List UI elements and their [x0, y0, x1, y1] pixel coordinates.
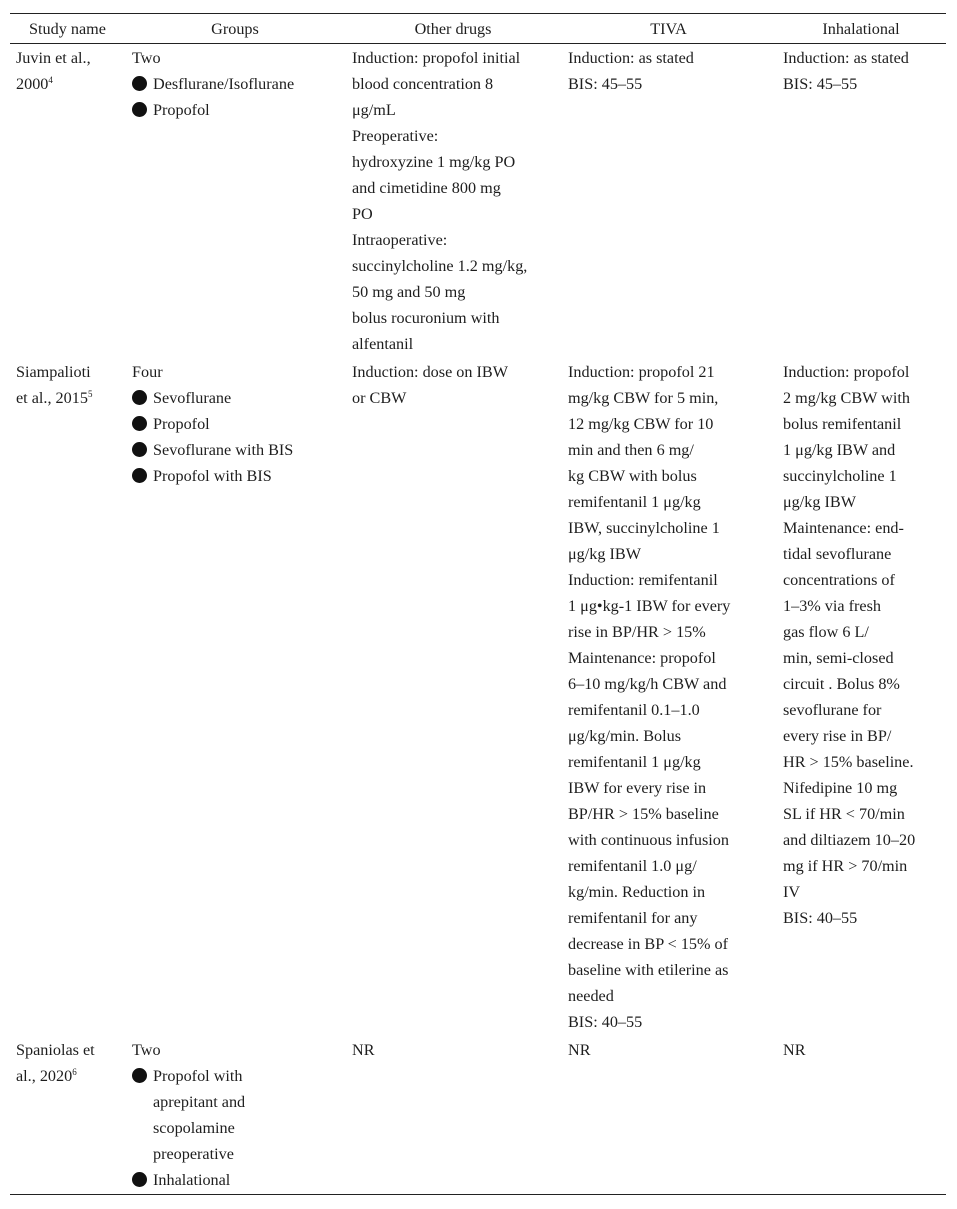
group-item — [132, 437, 345, 463]
table-header — [10, 14, 946, 44]
inhalational-cell-line: HR > 15% baseline. — [783, 753, 914, 771]
inhalational-cell-line: 1–3% via fresh — [783, 597, 881, 615]
other-drugs-cell-line: hydroxyzine 1 mg/kg PO — [352, 153, 516, 171]
study-name-line: Juvin et al., — [16, 49, 91, 67]
inhalational-cell-line: Maintenance: end- — [783, 519, 904, 537]
inhalational-cell-line: tidal sevoflurane — [783, 545, 892, 563]
other-drugs-cell-line: or CBW — [352, 389, 407, 407]
inhalational-cell-line: concentrations of — [783, 571, 895, 589]
group-item-line: aprepitant and — [153, 1093, 246, 1111]
group-item-line: Propofol — [153, 415, 210, 433]
tiva-cell-line: mg/kg CBW for 5 min, — [568, 389, 719, 407]
group-count: Two — [132, 1041, 161, 1059]
group-item-line: Sevoflurane with BIS — [153, 441, 294, 459]
tiva-cell-line: needed — [568, 987, 614, 1005]
other-drugs-cell-line: and cimetidine 800 mg — [352, 179, 501, 197]
inhalational-cell — [776, 1036, 946, 1195]
inhalational-cell-line: circuit . Bolus 8% — [783, 675, 900, 693]
group-item-line: Inhalational — [153, 1171, 231, 1189]
table-row — [10, 44, 946, 359]
header-study-name: Study name — [29, 20, 106, 38]
inhalational-cell-line: Induction: propofol — [783, 363, 910, 381]
tiva-cell-line: BIS: 40–55 — [568, 1013, 643, 1031]
other-drugs-cell-line: Induction: dose on IBW — [352, 363, 509, 381]
groups-cell — [125, 358, 345, 1036]
group-item — [132, 385, 345, 411]
tiva-cell-line: with continuous infusion — [568, 831, 729, 849]
bullet-icon — [132, 416, 147, 431]
group-item — [132, 463, 345, 489]
group-item-text — [153, 385, 231, 411]
tiva-cell-line: rise in BP/HR > 15% — [568, 623, 706, 641]
group-item — [132, 411, 345, 437]
group-item-text — [153, 1167, 230, 1193]
study-name-line: Spaniolas et — [16, 1041, 95, 1059]
bullet-icon — [132, 102, 147, 117]
tiva-cell-line: 12 mg/kg CBW for 10 — [568, 415, 714, 433]
studies-table — [10, 13, 946, 1195]
inhalational-cell-line: sevoflurane for — [783, 701, 882, 719]
tiva-cell-line: μg/kg IBW — [568, 545, 641, 563]
groups-cell — [125, 1036, 345, 1195]
group-count: Four — [132, 363, 163, 381]
other-drugs-cell-line: succinylcholine 1.2 mg/kg, — [352, 257, 528, 275]
bullet-icon — [132, 76, 147, 91]
inhalational-cell-line: Induction: as stated — [783, 49, 909, 67]
inhalational-cell-line: Nifedipine 10 mg — [783, 779, 898, 797]
other-drugs-cell-line: Intraoperative: — [352, 231, 448, 249]
tiva-cell-line: Induction: remifentanil — [568, 571, 718, 589]
table-body — [10, 44, 946, 1195]
inhalational-cell-line: every rise in BP/ — [783, 727, 892, 745]
group-item-line: scopolamine — [153, 1119, 235, 1137]
other-drugs-cell-line: blood concentration 8 — [352, 75, 494, 93]
tiva-cell-line: Induction: propofol 21 — [568, 363, 715, 381]
group-item-line: Propofol with — [153, 1067, 243, 1085]
group-item-line: Propofol with BIS — [153, 467, 272, 485]
group-item-text — [153, 1063, 245, 1167]
group-item-text — [153, 411, 210, 437]
group-count: Two — [132, 49, 161, 67]
other-drugs-cell-line: Preoperative: — [352, 127, 439, 145]
tiva-cell-line: IBW for every rise in — [568, 779, 707, 797]
table-row — [10, 1036, 946, 1195]
study-name-year: 2000 — [16, 75, 49, 93]
reference-superscript: 6 — [72, 1067, 77, 1077]
group-item-line: Propofol — [153, 101, 210, 119]
other-drugs-cell-line: Induction: propofol initial — [352, 49, 521, 67]
tiva-cell-line: IBW, succinylcholine 1 — [568, 519, 720, 537]
tiva-cell-line: remifentanil 0.1–1.0 — [568, 701, 700, 719]
tiva-cell-line: remifentanil 1 μg/kg — [568, 493, 701, 511]
tiva-cell-line: Maintenance: propofol — [568, 649, 716, 667]
inhalational-cell-line: BIS: 40–55 — [783, 909, 858, 927]
reference-superscript: 5 — [87, 389, 93, 399]
tiva-cell — [561, 1036, 776, 1195]
inhalational-cell-line: mg if HR > 70/min — [783, 857, 908, 875]
other-drugs-cell-line: NR — [352, 1041, 375, 1059]
reference-superscript: 4 — [48, 75, 53, 85]
tiva-cell-line: kg CBW with bolus — [568, 467, 697, 485]
inhalational-cell-line: SL if HR < 70/min — [783, 805, 905, 823]
header-groups: Groups — [211, 20, 259, 38]
tiva-cell-line: 1 μg•kg-1 IBW for every — [568, 597, 731, 615]
bullet-icon — [132, 1068, 147, 1083]
bullet-icon — [132, 1172, 147, 1187]
header-inhalational: Inhalational — [822, 20, 900, 38]
other-drugs-cell — [345, 1036, 561, 1195]
bullet-icon — [132, 390, 147, 405]
tiva-cell-line: μg/kg/min. Bolus — [568, 727, 682, 745]
group-item-text — [153, 463, 272, 489]
study-name-line: Siampalioti — [16, 363, 91, 381]
other-drugs-cell — [345, 44, 561, 359]
other-drugs-cell-line: 50 mg and 50 mg — [352, 283, 466, 301]
study-name-line-with-ref — [16, 385, 125, 411]
inhalational-cell-line: min, semi-closed — [783, 649, 894, 667]
study-name-year: al., 2020 — [16, 1067, 73, 1085]
tiva-cell-line: NR — [568, 1041, 591, 1059]
tiva-cell-line: BP/HR > 15% baseline — [568, 805, 719, 823]
other-drugs-cell-line: PO — [352, 205, 373, 223]
group-item — [132, 1063, 345, 1167]
tiva-cell-line: remifentanil 1 μg/kg — [568, 753, 701, 771]
study-name-year: et al., 2015 — [16, 389, 88, 407]
inhalational-cell-line: bolus remifentanil — [783, 415, 902, 433]
tiva-cell-line: remifentanil 1.0 μg/ — [568, 857, 697, 875]
groups-cell — [125, 44, 345, 359]
group-item-text — [153, 71, 294, 97]
inhalational-cell-line: BIS: 45–55 — [783, 75, 858, 93]
tiva-cell — [561, 358, 776, 1036]
inhalational-cell-line: μg/kg IBW — [783, 493, 856, 511]
group-item — [132, 1167, 345, 1193]
inhalational-cell-line: succinylcholine 1 — [783, 467, 897, 485]
tiva-cell-line: remifentanil for any — [568, 909, 698, 927]
tiva-cell-line: 6–10 mg/kg/h CBW and — [568, 675, 727, 693]
table-row — [10, 358, 946, 1036]
tiva-cell-line: kg/min. Reduction in — [568, 883, 706, 901]
inhalational-cell — [776, 44, 946, 359]
tiva-cell — [561, 44, 776, 359]
other-drugs-cell — [345, 358, 561, 1036]
group-item-line: Desflurane/Isoflurane — [153, 75, 295, 93]
group-item-text — [153, 437, 293, 463]
inhalational-cell-line: NR — [783, 1041, 806, 1059]
tiva-cell-line: min and then 6 mg/ — [568, 441, 694, 459]
header-other-drugs: Other drugs — [414, 20, 492, 38]
group-item-line: preoperative — [153, 1145, 234, 1163]
other-drugs-cell-line: bolus rocuronium with — [352, 309, 500, 327]
group-item — [132, 71, 345, 97]
inhalational-cell-line: 2 mg/kg CBW with — [783, 389, 910, 407]
study-name-line-with-ref — [16, 1063, 125, 1089]
inhalational-cell-line: and diltiazem 10–20 — [783, 831, 916, 849]
study-name-line-with-ref — [16, 71, 125, 97]
inhalational-cell-line: gas flow 6 L/ — [783, 623, 869, 641]
other-drugs-cell-line: μg/mL — [352, 101, 396, 119]
tiva-cell-line: BIS: 45–55 — [568, 75, 643, 93]
study-name-cell — [10, 1036, 125, 1195]
group-item-text — [153, 97, 210, 123]
header-tiva: TIVA — [650, 20, 687, 38]
tiva-cell-line: Induction: as stated — [568, 49, 694, 67]
study-name-cell — [10, 358, 125, 1036]
study-name-cell — [10, 44, 125, 359]
bullet-icon — [132, 468, 147, 483]
other-drugs-cell-line: alfentanil — [352, 335, 414, 353]
group-item-line: Sevoflurane — [153, 389, 232, 407]
inhalational-cell-line: IV — [783, 883, 801, 901]
group-item — [132, 97, 345, 123]
inhalational-cell-line: 1 μg/kg IBW and — [783, 441, 896, 459]
tiva-cell-line: baseline with etilerine as — [568, 961, 729, 979]
tiva-cell-line: decrease in BP < 15% of — [568, 935, 729, 953]
inhalational-cell — [776, 358, 946, 1036]
bullet-icon — [132, 442, 147, 457]
